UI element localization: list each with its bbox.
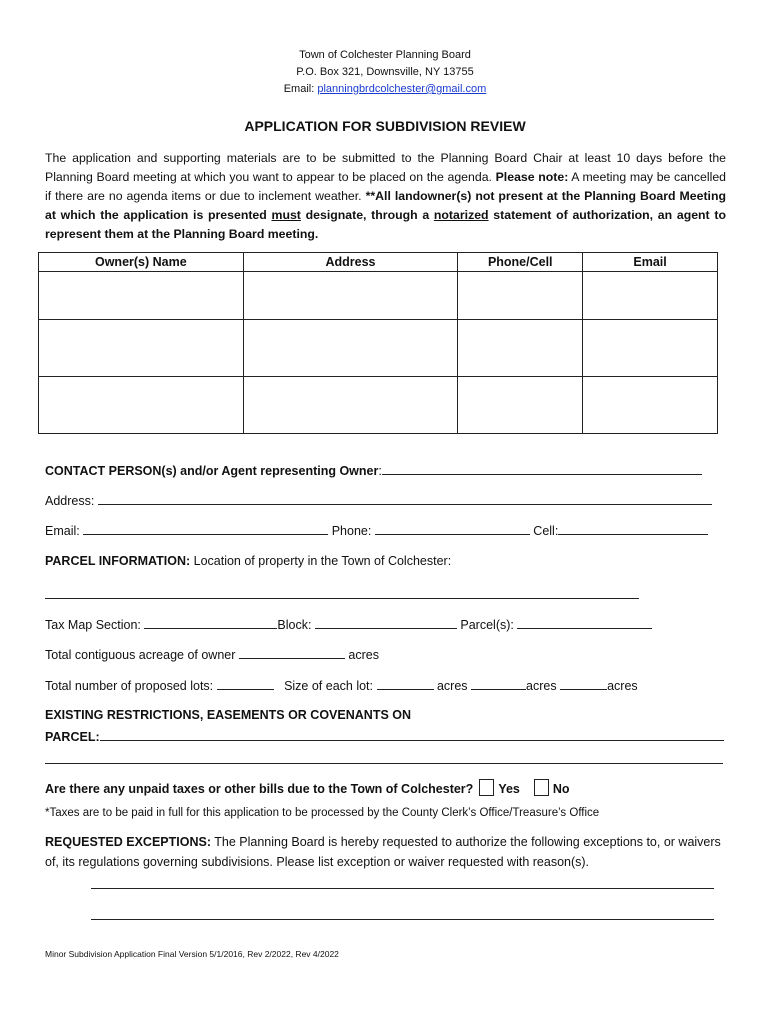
contact-person-row (45, 462, 702, 478)
taxes-note: *Taxes are to be paid in full for this application to be processed by the County Clerk’s Office/Treasure’s Office (45, 807, 600, 819)
restrictions-field[interactable] (100, 728, 724, 741)
yes-checkbox[interactable] (479, 779, 494, 796)
acreage-row (45, 646, 379, 662)
parcel-info-row (45, 554, 451, 568)
tax-map-row (45, 616, 652, 632)
page-title: APPLICATION FOR SUBDIVISION REVIEW (244, 118, 526, 134)
tax-map-label: Tax Map Section: (45, 618, 141, 632)
address-cell[interactable] (243, 320, 458, 377)
owner-name-cell[interactable] (39, 320, 244, 377)
intro-bold-2: designate, through a (300, 208, 434, 222)
please-note-label: Please note: (495, 170, 569, 184)
lot-size-field-2[interactable] (471, 677, 526, 690)
phone-field[interactable] (375, 522, 530, 535)
owner-name-cell[interactable] (39, 272, 244, 320)
contact-person-label: CONTACT PERSON(s) and/or Agent representing Owner (45, 464, 379, 478)
phone-label: Phone: (331, 524, 372, 538)
tax-map-field[interactable] (144, 616, 277, 629)
address-header: Address (243, 253, 458, 272)
table-row (39, 377, 718, 434)
restrictions-label-1: EXISTING RESTRICTIONS, EASEMENTS OR COVENANTS ON (45, 708, 412, 722)
address-cell[interactable] (243, 272, 458, 320)
lot-size-field-1[interactable] (377, 677, 434, 690)
parcel-info-label: PARCEL INFORMATION: (45, 554, 191, 568)
intro-text-2: A meeting may be cancelled if there are no agenda items or due to inclement weather. (45, 170, 727, 203)
lots-field[interactable] (217, 677, 274, 690)
owners-table (38, 252, 718, 434)
requested-exceptions (45, 832, 730, 872)
parcel-info-text: Location of property in the Town of Colchester: (190, 554, 452, 568)
no-label: No (552, 782, 570, 796)
email-link[interactable]: planningbrdcolchester@gmail.com (317, 83, 487, 95)
restrictions-heading (45, 708, 411, 722)
email-cell[interactable] (583, 272, 718, 320)
acreage-field[interactable] (239, 646, 345, 659)
owner-name-cell[interactable] (39, 377, 244, 434)
phone-cell[interactable] (458, 377, 583, 434)
yes-label: Yes (498, 782, 520, 796)
restrictions-row (45, 728, 724, 744)
lot-size-field-3[interactable] (560, 677, 607, 690)
exceptions-field-2[interactable] (91, 919, 714, 920)
unpaid-taxes-question: Are there any unpaid taxes or other bills due to the Town of Colchester? (45, 782, 474, 796)
acres-unit: acres (436, 679, 468, 693)
phone-cell[interactable] (458, 320, 583, 377)
phone-header: Phone/Cell (458, 253, 583, 272)
cell-field[interactable] (558, 522, 708, 535)
block-label: Block: (277, 618, 312, 632)
restrictions-label-2: PARCEL: (45, 730, 100, 744)
acreage-label: Total contiguous acreage of owner (45, 648, 236, 662)
email-label: Email: (45, 524, 80, 538)
email-field[interactable] (83, 522, 328, 535)
intro-bold-3: statement of authorization, an agent to represent them at the Planning Board meeting. (45, 208, 726, 241)
contact-person-field[interactable] (382, 462, 702, 475)
email-label: Email: (283, 83, 318, 95)
acres-unit: acres (348, 648, 379, 662)
org-email-line (0, 81, 770, 98)
table-row (39, 272, 718, 320)
letterhead (0, 47, 770, 98)
org-name: Town of Colchester Planning Board (299, 49, 471, 61)
address-row (45, 492, 712, 508)
must-underlined: must (271, 208, 301, 222)
no-checkbox[interactable] (534, 779, 549, 796)
owner-name-header: Owner(s) Name (39, 253, 244, 272)
acres-unit: acres (526, 679, 557, 693)
email-cell[interactable] (583, 377, 718, 434)
requested-exceptions-label: REQUESTED EXCEPTIONS: (45, 835, 211, 849)
phone-cell[interactable] (458, 272, 583, 320)
footer-version: Minor Subdivision Application Final Version 5/1/2016, Rev 2/2022, Rev 4/2022 (45, 949, 339, 959)
org-address: P.O. Box 321, Downsville, NY 13755 (296, 66, 474, 78)
address-cell[interactable] (243, 377, 458, 434)
lots-row (45, 677, 638, 693)
restrictions-field-2[interactable] (45, 763, 723, 764)
notarized-underlined: notarized (433, 208, 489, 222)
intro-bold-1: **All landowner(s) not present at the Planning Board Meeting at which the application is presented (45, 189, 726, 222)
address-field[interactable] (98, 492, 712, 505)
lot-size-label: Size of each lot: (284, 679, 374, 693)
address-label: Address: (45, 494, 95, 508)
cell-label: Cell: (533, 524, 559, 538)
colon: : (378, 464, 382, 478)
block-field[interactable] (315, 616, 457, 629)
unpaid-taxes-row (45, 779, 570, 796)
owners-table-header (39, 253, 718, 272)
intro-text-1: The application and supporting materials are to be submitted to the Planning Board Chair at least 10 days before the Planning Board meeting at which you want to appear to be placed on the agenda. (45, 151, 726, 184)
email-cell[interactable] (583, 320, 718, 377)
email-header: Email (583, 253, 718, 272)
email-phone-row (45, 522, 708, 538)
table-row (39, 320, 718, 377)
intro-paragraph (45, 149, 726, 244)
acres-unit: acres (607, 679, 638, 693)
parcels-field[interactable] (517, 616, 652, 629)
exceptions-field-1[interactable] (91, 888, 714, 889)
parcels-label: Parcel(s): (460, 618, 514, 632)
parcel-location-field[interactable] (45, 598, 639, 599)
lots-label: Total number of proposed lots: (45, 679, 214, 693)
requested-exceptions-text: The Planning Board is hereby requested to authorize the following exceptions to, or waivers of, its regulations governing subdivisions. Please list exception or waiver requested with reason(s). (45, 835, 721, 869)
